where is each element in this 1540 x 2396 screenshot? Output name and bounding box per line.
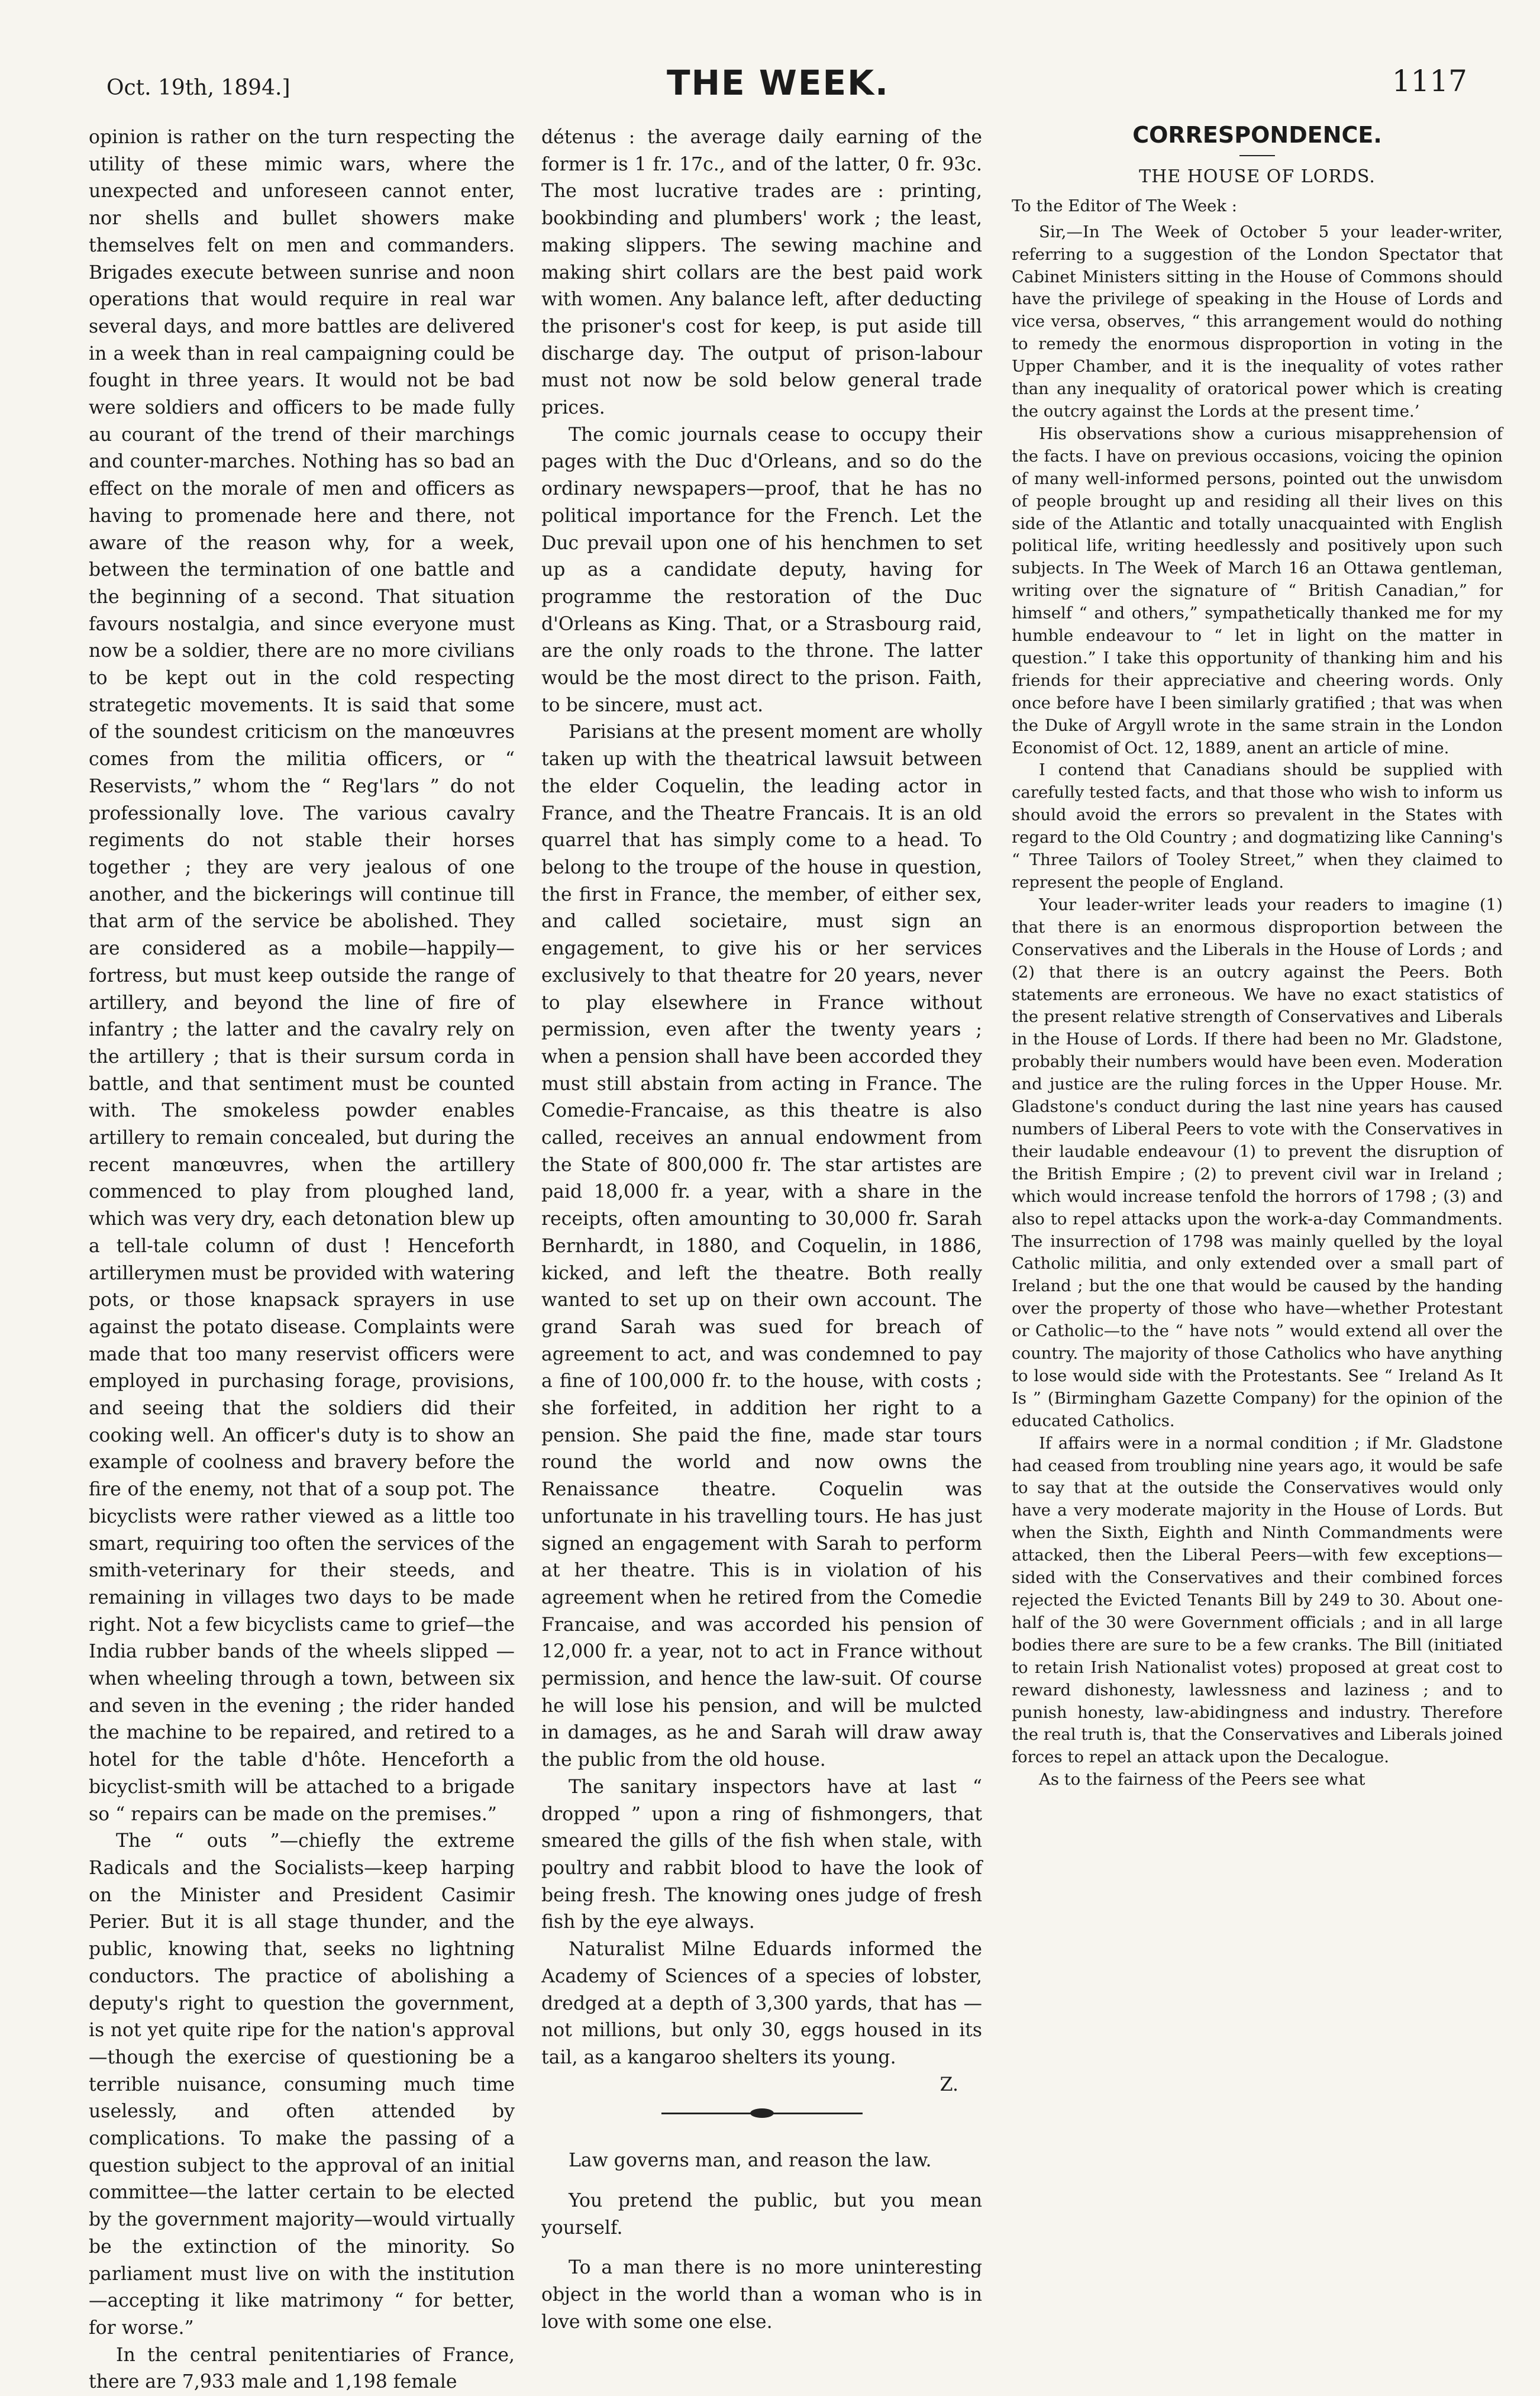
issue-date: Oct. 19th, 1894.]: [106, 76, 290, 100]
heading-rule: [1239, 155, 1275, 156]
column-2: [541, 124, 982, 2336]
paragraph: If affairs were in a normal condition ; if Mr. Gladstone had ceased from troubling nine years ago, it would be safe to say that at the outside the Conservatives would only have a very moderate majority in the House of Lords. But when the Sixth, Eighth and Ninth Commandments were attacked, then the Liberal Peers—with few exceptions—sided with the Conservatives and their combined forces rejected the Evicted Tenants Bill by 249 to 30. About one-half of the 30 were Government officials ; and in all large bodies there are sure to be a few cranks. The Bill (initiated to retain Irish Nationalist votes) proposed at great cost to reward dishonesty, lawlessness and laziness ; and to punish honesty, law-abidingness and industry. Therefore the real truth is, that the Conservatives and Liberals joined forces to repel an attack upon the Decalogue.: [1012, 1433, 1503, 1767]
paragraph: His observations show a curious misapprehension of the facts. I have on previous occasions, voicing the opinion of many well-informed persons, pointed out the unwisdom of people brought up and residing all their lives on this side of the Atlantic and totally unacquainted with English political life, writing heedlessly and positively upon such subjects. In The Week of March 16 an Ottawa gentleman, writing over the signature of “ British Canadian,” for himself “ and others,” sympathetically thanked me for my humble endeavour to “ let in light on the matter in question.” I take this opportunity of thanking him and his friends for their appreciative and cheering words. Only once before have I been similarly gratified ; that was when the Duke of Argyll wrote in the same strain in the London Economist of Oct. 12, 1889, anent an article of mine.: [1012, 424, 1503, 757]
paragraph: In the central penitentiaries of France, there are 7,933 male and 1,198 female: [89, 2344, 515, 2393]
paragraph: I contend that Canadians should be supplied with carefully tested facts, and that those who wish to inform us should avoid the errors so prevalent in the States with regard to the Old Country ; and dogmatizing like Canning's “ Three Tailors of Tooley Street,” when they claimed to represent the people of England.: [1012, 760, 1503, 892]
paragraph: As to the fairness of the Peers see what: [1039, 1770, 1365, 1789]
paragraph: Your leader-writer leads your readers to imagine (1) that there is an enormous disproportion between the Conservatives and the Liberals in the House of Lords ; and (2) that there is an outcry against the Peers. Both statements are erroneous. We have no exact statistics of the present relative strength of Conservatives and Liberals in the House of Lords. If there had been no Mr. Gladstone, probably their numbers would have been even. Moderation and justice are the ruling forces in the Upper House. Mr. Gladstone's conduct during the last nine years has caused numbers of Liberal Peers to vote with the Conservatives in their laudable endeavour (1) to prevent the disruption of the British Empire ; (2) to prevent civil war in Ireland ; which would increase tenfold the horrors of 1798 ; (3) and also to repel attacks upon the work-a-day Commandments. The insurrection of 1798 was mainly quelled by the loyal Catholic militia, and only extended over a small part of Ireland ; but the one that would be caused by the handing over the property of those who have—whether Protestant or Catholic—to the “ have nots ” would extend all over the country. The majority of those Catholics who have anything to lose would side with the Protestants. See “ Ireland As It Is ” (Birmingham Gazette Company) for the opinion of the educated Catholics.: [1012, 895, 1503, 1430]
article-subheading: THE HOUSE OF LORDS.: [1139, 166, 1376, 187]
column-3-correspondence: [1012, 124, 1503, 1791]
paragraph: The comic journals cease to occupy their pages with the Duc d'Orleans, and so do the ordinary newspapers—proof, that he has no political importance for the French. Let the Duc prevail upon one of his henchmen to set up as a candidate deputy, having for programme the restoration of the Duc d'Orleans as King. That, or a Strasbourg raid, are the only roads to the throne. The latter would be the most direct to the prison. Faith, to be sincere, must act.: [541, 424, 982, 716]
aphorism: To a man there is no more uninteresting object in the world than a woman who is in love with some one else.: [541, 2257, 982, 2333]
paragraph: Sir,—In The Week of October 5 your leader-writer, referring to a suggestion of the London Spectator that Cabinet Ministers sitting in the House of Commons should have the privilege of speaking in the House of Lords and vice versa, observes, “ this arrangement would do nothing to remedy the enormous disproportion in voting in the Upper Chamber, and it is the inequality of votes rather than any inequality of oratorical power which is creating the outcry against the Lords at the present time.’: [1012, 222, 1503, 421]
author-signature: Z.: [940, 2073, 958, 2095]
section-heading: CORRESPONDENCE.: [1132, 122, 1382, 148]
masthead-title: THE WEEK.: [666, 63, 890, 103]
page-header: [89, 52, 1467, 117]
column-1: [89, 124, 515, 2396]
paragraph: opinion is rather on the turn respecting the utility of these mimic wars, where the unexpected and unforeseen cannot enter, nor shells and bullet showers make themselves felt on men and commanders. Brigades execute between sunrise and noon operations that would require in real war several days, and more battles are delivered in a week than in real campaigning could be fought in three years. It would not be bad were soldiers and officers to be made fully au courant of the trend of their marchings and counter-marches. Nothing has so bad an effect on the morale of men and officers as having to promenade here and there, not aware of the reason why, for a week, between the termination of one battle and the beginning of a second. That situation favours nostalgia, and since everyone must now be a soldier, there are no more civilians to be kept out in the cold respecting strategetic movements. It is said that some of the soundest criticism on the manœuvres comes from the militia officers, or “ Reservists,” whom the “ Reg'lars ” do not professionally love. The various cavalry regiments do not stable their horses together ; they are very jealous of one another, and the bickerings will continue till that arm of the service be abolished. They are considered as a mobile—happily—fortress, but must keep outside the range of artillery, and beyond the line of fire of infantry ; the latter and the cavalry rely on the artillery ; that is their sursum corda in battle, and that sentiment must be counted with. The smokeless powder enables artillery to remain concealed, but during the recent manœuvres, when the artillery commenced to play from ploughed land, which was very dry, each detonation blew up a tell-tale column of dust ! Henceforth artillerymen must be provided with watering pots, or those knapsack sprayers in use against the potato disease. Complaints were made that too many reservist officers were employed in purchasing forage, provisions, and seeing that the soldiers did their cooking well. An officer's duty is to show an example of coolness and bravery before the fire of the enemy, not that of a soup pot. The bicyclists were rather viewed as a little too smart, requiring too often the services of the smith-veterinary for their steeds, and remaining in villages two days to be made right. Not a few bicyclists came to grief—the India rubber bands of the wheels slipped —when wheeling through a town, between six and seven in the evening ; the rider handed the machine to be repaired, and retired to a hotel for the table d'hôte. Henceforth a bicyclist-smith will be attached to a brigade so “ repairs can be made on the premises.”: [89, 127, 515, 1825]
paragraph: Parisians at the present moment are wholly taken up with the theatrical lawsuit between the elder Coquelin, the leading actor in France, and the Theatre Francais. It is an old quarrel that has simply come to a head. To belong to the troupe of the house in question, the first in France, the member, of either sex, and called societaire, must sign an engagement, to give his or her services exclusively to that theatre for 20 years, never to play elsewhere in France without permission, even after the twenty years ; when a pension shall have been accorded they must still abstain from acting in France. The Comedie-Francaise, as this theatre is also called, receives an annual endowment from the State of 800,000 fr. The star artistes are paid 18,000 fr. a year, with a share in the receipts, often amounting to 30,000 fr. Sarah Bernhardt, in 1880, and Coquelin, in 1886, kicked, and left the theatre. Both really wanted to set up on their own account. The grand Sarah was sued for breach of agreement to act, and was condemned to pay a fine of 100,000 fr. to the house, with costs ; she forfeited, in addition her right to a pension. She paid the fine, made star tours round the world and now owns the Renaissance theatre. Coquelin was unfortunate in his travelling tours. He has just signed an engagement with Sarah to perform at her theatre. This is in violation of his agreement when he retired from the Comedie Francaise, and was accorded his pension of 12,000 fr. a year, not to act in France without permission, and hence the law-suit. Of course he will lose his pension, and will be mulcted in damages, as he and Sarah will draw away the public from the old house.: [541, 721, 982, 1771]
paragraph: détenus : the average daily earning of the former is 1 fr. 17c., and of the latter, 0 fr. 93c. The most lucrative trades are : printing, bookbinding and plumbers' work ; the least, making slippers. The sewing machine and making shirt collars are the best paid work with women. Any balance left, after deducting the prisoner's cost for keep, is put aside till discharge day. The output of prison-labour must not now be sold below general trade prices.: [541, 127, 982, 419]
aphorism: Law governs man, and reason the law.: [569, 2150, 932, 2172]
paragraph: Naturalist Milne Eduards informed the Academy of Sciences of a species of lobster, dredged at a depth of 3,300 yards, that has —not millions, but only 30, eggs housed in its tail, as a kangaroo shelters its young.: [541, 1939, 982, 2068]
section-divider: [661, 2113, 863, 2114]
paragraph: The sanitary inspectors have at last “ dropped ” upon a ring of fishmongers, that smeared the gills of the fish when stale, with poultry and rabbit blood to have the look of being fresh. The knowing ones judge of fresh fish by the eye always.: [541, 1776, 982, 1933]
salutation: To the Editor of The Week :: [1012, 196, 1238, 215]
page-number: 1117: [1392, 64, 1467, 98]
paragraph: The “ outs ”—chiefly the extreme Radicals and the Socialists—keep harping on the Minister and President Casimir Perier. But it is all stage thunder, and the public, knowing that, seeks no lightning conductors. The practice of abolishing a deputy's right to question the government, is not yet quite ripe for the nation's approval—though the exercise of questioning be a terrible nuisance, consuming much time uselessly, and often attended by complications. To make the passing of a question subject to the approval of an initial committee—the latter certain to be elected by the government majority—would virtually be the extinction of the minority. So parliament must live on with the institution—accepting it like matrimony “ for better, for worse.”: [89, 1830, 515, 2339]
aphorism: You pretend the public, but you mean yourself.: [541, 2190, 982, 2239]
